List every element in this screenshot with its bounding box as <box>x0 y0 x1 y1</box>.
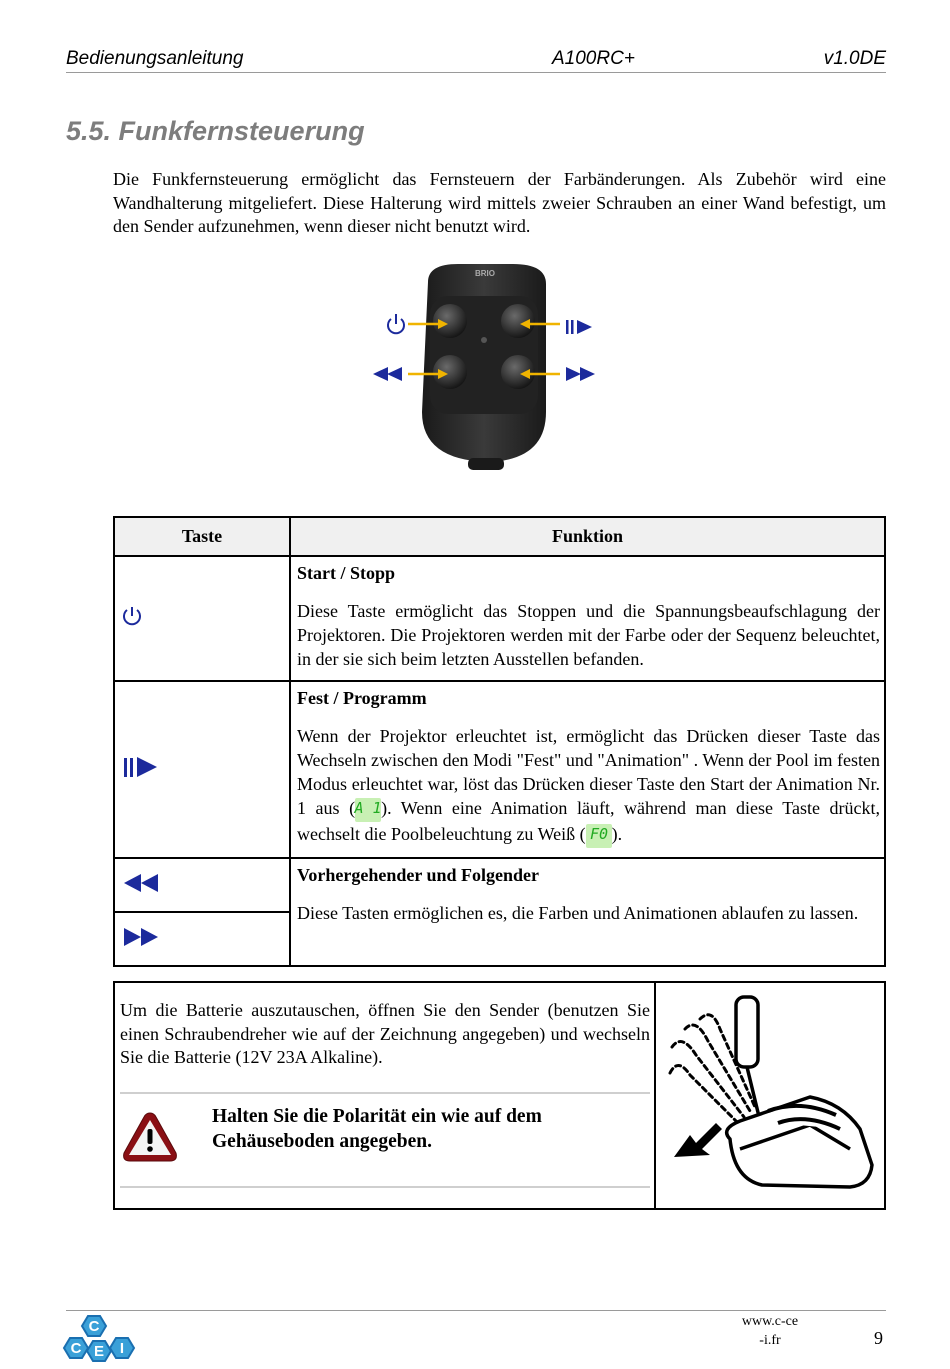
polarity-warning: Halten Sie die Polarität ein wie auf dem Gehäuseboden angegeben. <box>212 1106 542 1152</box>
pause-play-icon <box>121 755 161 779</box>
previous-icon <box>121 871 161 895</box>
function-description-part: Wenn der Projektor erleuchtet ist, ermöglicht das Drücken dieser Taste das Wechseln zwischen den Modi "Fest" und "Animation" . Wenn der Pool im festen Modus erleuchtet war, löst das Drücken dieser Taste den Start der Animation Nr. 1 aus ( <box>297 726 880 818</box>
column-header-key: Taste <box>114 517 290 556</box>
warning-icon <box>120 1109 180 1165</box>
remote-brand-label: BRIO <box>475 269 495 278</box>
previous-icon <box>373 367 402 381</box>
table-row <box>114 556 885 681</box>
logo-letter: I <box>119 1340 125 1357</box>
next-icon <box>121 925 161 949</box>
function-description-part: ). Wenn eine Animation läuft, während man diese Taste drückt, wechselt die Poolbeleuchtung zu Weiß ( <box>297 798 881 844</box>
display-f0-text: F0 <box>589 825 608 843</box>
table-row <box>114 681 885 858</box>
power-icon <box>121 605 143 627</box>
section-intro: Die Funkfernsteuerung ermöglicht das Fernsteuern der Farbänderungen. Als Zubehör wird eine Wandhalterung mitgeliefert. Diese Halterung wird mittels zweier Schrauben an einer Wand befestigt, um den Sender aufzunehmen, wenn dieser nicht benutzt wird. <box>113 169 886 236</box>
page-number: 9 <box>874 1328 883 1348</box>
display-f0-indicator <box>586 824 612 848</box>
power-icon <box>388 314 404 333</box>
remote-control-figure <box>368 262 598 474</box>
header-model: A100RC+ <box>552 48 635 69</box>
logo-letter: E <box>93 1343 105 1360</box>
battery-replacement-drawing <box>660 989 882 1205</box>
function-description: Diese Taste ermöglicht das Stoppen und die Spannungsbeaufschlagung der Projektoren. Die Projektoren werden mit der Farbe oder der Sequenz beleuchtet, in der sie sich beim letzten Ausstellen befanden. <box>297 601 880 669</box>
function-description-part: ). <box>611 824 623 844</box>
function-table <box>113 516 886 967</box>
ccei-logo <box>64 1314 140 1366</box>
section-title: 5.5. Funkfernsteuerung <box>66 116 365 146</box>
display-a1-text: A 1 <box>354 799 382 817</box>
function-description: Diese Tasten ermöglichen es, die Farben und Animationen ablaufen zu lassen. <box>297 903 859 923</box>
footer-divider <box>66 1310 886 1311</box>
pause-play-icon <box>566 320 592 334</box>
table-row <box>114 858 885 912</box>
next-icon <box>566 367 595 381</box>
function-title: Start / Stopp <box>297 563 396 583</box>
column-header-function: Funktion <box>290 517 885 556</box>
separator <box>120 1186 650 1188</box>
footer-url: www.c-ce-i.fr <box>741 1314 799 1348</box>
logo-letter: C <box>88 1318 100 1335</box>
display-a1-indicator <box>355 798 381 822</box>
logo-letter: C <box>70 1340 82 1357</box>
battery-info-box <box>113 981 886 1210</box>
header-manual-title: Bedienungsanleitung <box>66 48 244 69</box>
function-title: Vorhergehender und Folgender <box>297 865 540 885</box>
column-divider <box>654 983 656 1208</box>
battery-instructions: Um die Batterie auszutauschen, öffnen Sie den Sender (benutzen Sie einen Schraubendreher wie auf der Zeichnung angegeben) und wechseln Sie die Batterie (12V 23A Alkaline). <box>120 1000 650 1067</box>
header-version: v1.0DE <box>823 48 886 69</box>
function-title: Fest / Programm <box>297 688 427 708</box>
page-header <box>66 46 886 73</box>
separator <box>120 1092 650 1094</box>
